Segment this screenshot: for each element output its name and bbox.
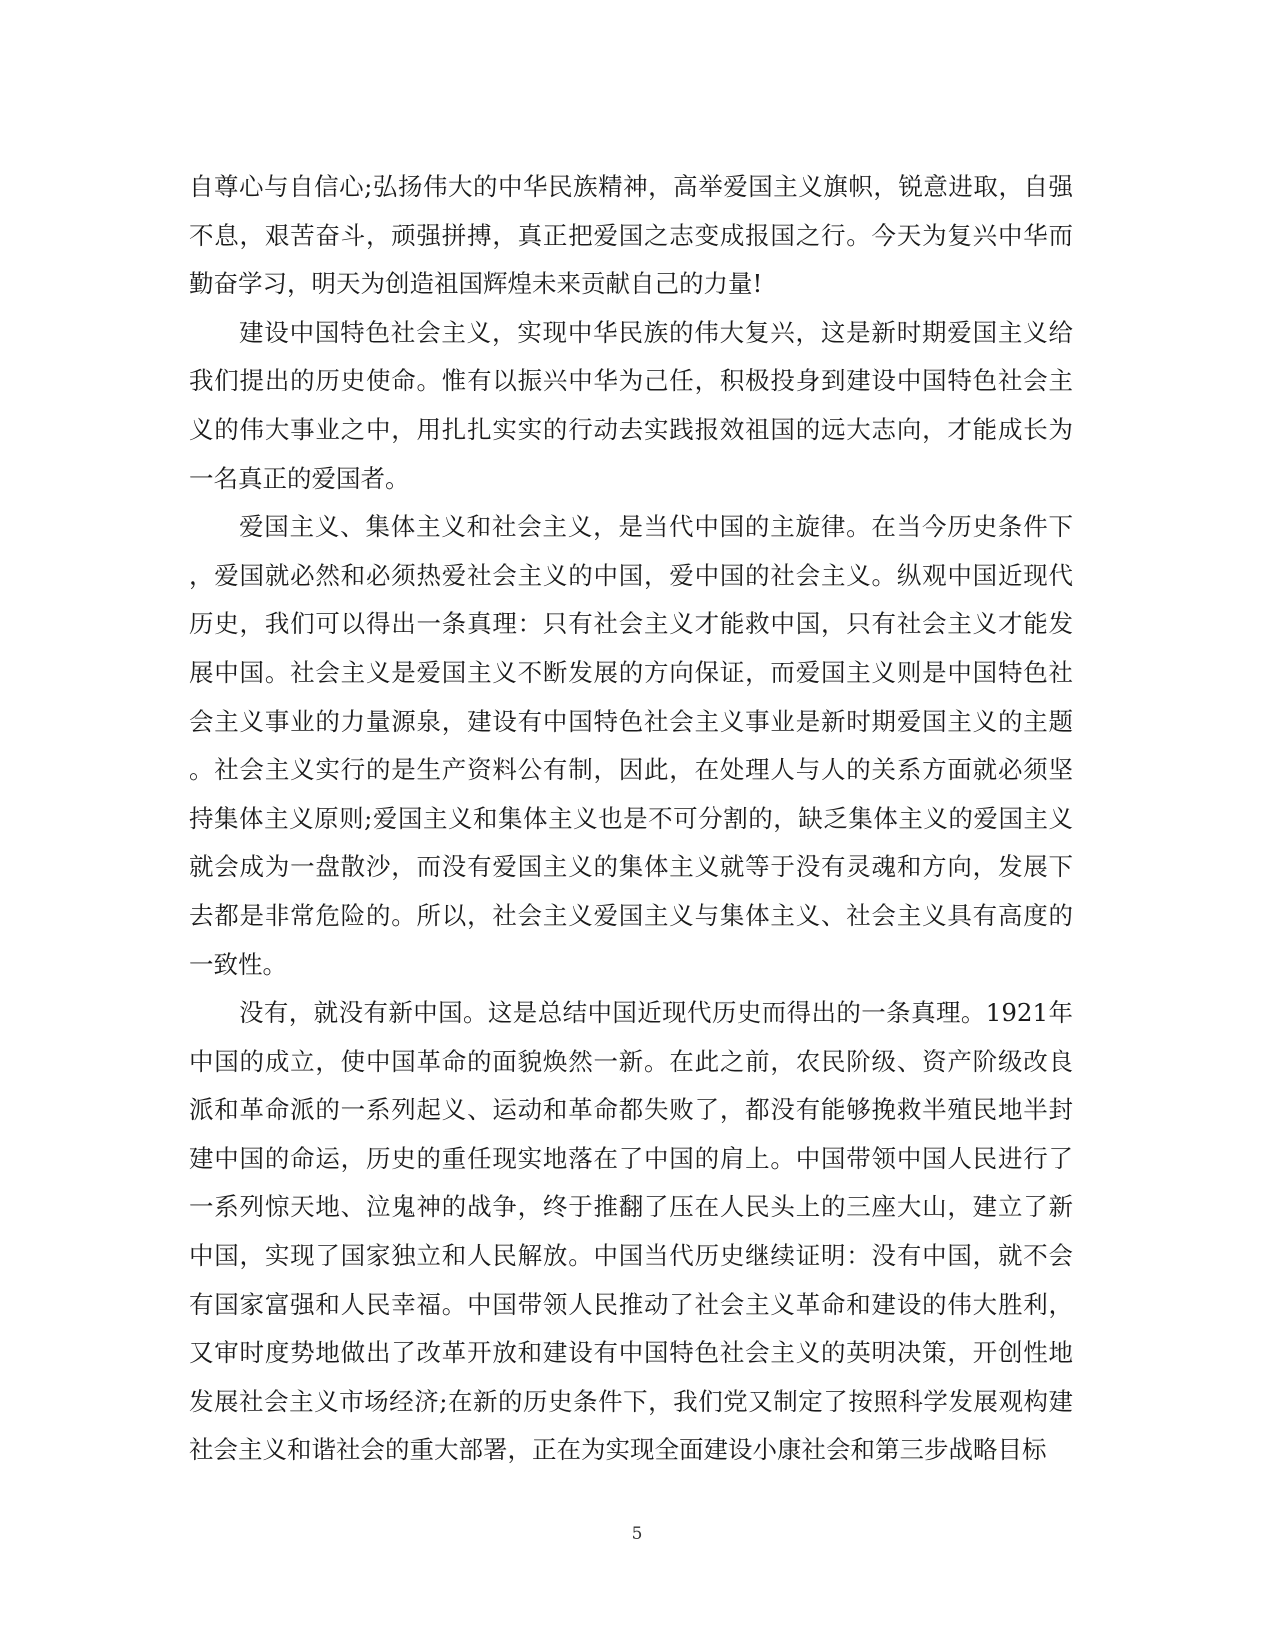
text-line: 发展社会主义市场经济;在新的历史条件下，我们党又制定了按照科学发展观构建 — [189, 1386, 1073, 1416]
paragraph — [189, 503, 1073, 989]
text-line: 没有，就没有新中国。这是总结中国近现代历史而得出的一条真理。1921年 — [239, 998, 1073, 1028]
text-line: 派和革命派的一系列起义、运动和革命都失败了，都没有能够挽救半殖民地半封 — [189, 1095, 1073, 1125]
body-text — [189, 163, 1073, 1475]
text-line: 勤奋学习，明天为创造祖国辉煌未来贡献自己的力量! — [189, 269, 763, 299]
text-line: 有国家富强和人民幸福。中国带领人民推动了社会主义革命和建设的伟大胜利， — [189, 1289, 1073, 1319]
text-line: 持集体主义原则;爱国主义和集体主义也是不可分割的，缺乏集体主义的爱国主义 — [189, 803, 1073, 833]
text-line: 中国，实现了国家独立和人民解放。中国当代历史继续证明：没有中国，就不会 — [189, 1241, 1073, 1271]
text-line: 义的伟大事业之中，用扎扎实实的行动去实践报效祖国的远大志向，才能成长为 — [189, 414, 1073, 444]
text-line: 历史，我们可以得出一条真理：只有社会主义才能救中国，只有社会主义才能发 — [189, 609, 1073, 639]
text-line: 就会成为一盘散沙，而没有爱国主义的集体主义就等于没有灵魂和方向，发展下 — [189, 852, 1073, 882]
text-line: 自尊心与自信心;弘扬伟大的中华民族精神，高举爱国主义旗帜，锐意进取，自强 — [189, 172, 1073, 201]
text-line: 。社会主义实行的是生产资料公有制，因此，在处理人与人的关系方面就必须坚 — [189, 755, 1073, 785]
paragraph — [189, 989, 1073, 1475]
text-line: 爱国主义、集体主义和社会主义，是当代中国的主旋律。在当今历史条件下 — [239, 512, 1073, 542]
text-line: 我们提出的历史使命。惟有以振兴中华为己任，积极投身到建设中国特色社会主 — [189, 366, 1073, 396]
text-line: 一系列惊天地、泣鬼神的战争，终于推翻了压在人民头上的三座大山，建立了新 — [189, 1192, 1073, 1222]
text-line: 一名真正的爱国者。 — [189, 463, 410, 493]
text-line: 社会主义和谐社会的重大部署，正在为实现全面建设小康社会和第三步战略目标 — [189, 1435, 1047, 1465]
text-line: 中国的成立，使中国革命的面貌焕然一新。在此之前，农民阶级、资产阶级改良 — [189, 1046, 1073, 1076]
text-line: 不息，艰苦奋斗，顽强拼搏，真正把爱国之志变成报国之行。今天为复兴中华而 — [189, 220, 1073, 250]
text-line: 建设中国特色社会主义，实现中华民族的伟大复兴，这是新时期爱国主义给 — [239, 317, 1073, 347]
text-line: 一致性。 — [189, 949, 287, 979]
text-line: 展中国。社会主义是爱国主义不断发展的方向保证，而爱国主义则是中国特色社 — [189, 657, 1073, 687]
page-number: 5 — [631, 1524, 643, 1544]
text-line: 建中国的命运，历史的重任现实地落在了中国的肩上。中国带领中国人民进行了 — [189, 1143, 1073, 1173]
text-line: ，爱国就必然和必须热爱社会主义的中国，爱中国的社会主义。纵观中国近现代 — [189, 560, 1073, 590]
text-line: 会主义事业的力量源泉，建设有中国特色社会主义事业是新时期爱国主义的主题 — [189, 706, 1073, 736]
paragraph — [189, 163, 1073, 309]
text-line: 又审时度势地做出了改革开放和建设有中国特色社会主义的英明决策，开创性地 — [189, 1338, 1073, 1368]
paragraph — [189, 309, 1073, 503]
text-line: 去都是非常危险的。所以，社会主义爱国主义与集体主义、社会主义具有高度的 — [189, 900, 1073, 930]
